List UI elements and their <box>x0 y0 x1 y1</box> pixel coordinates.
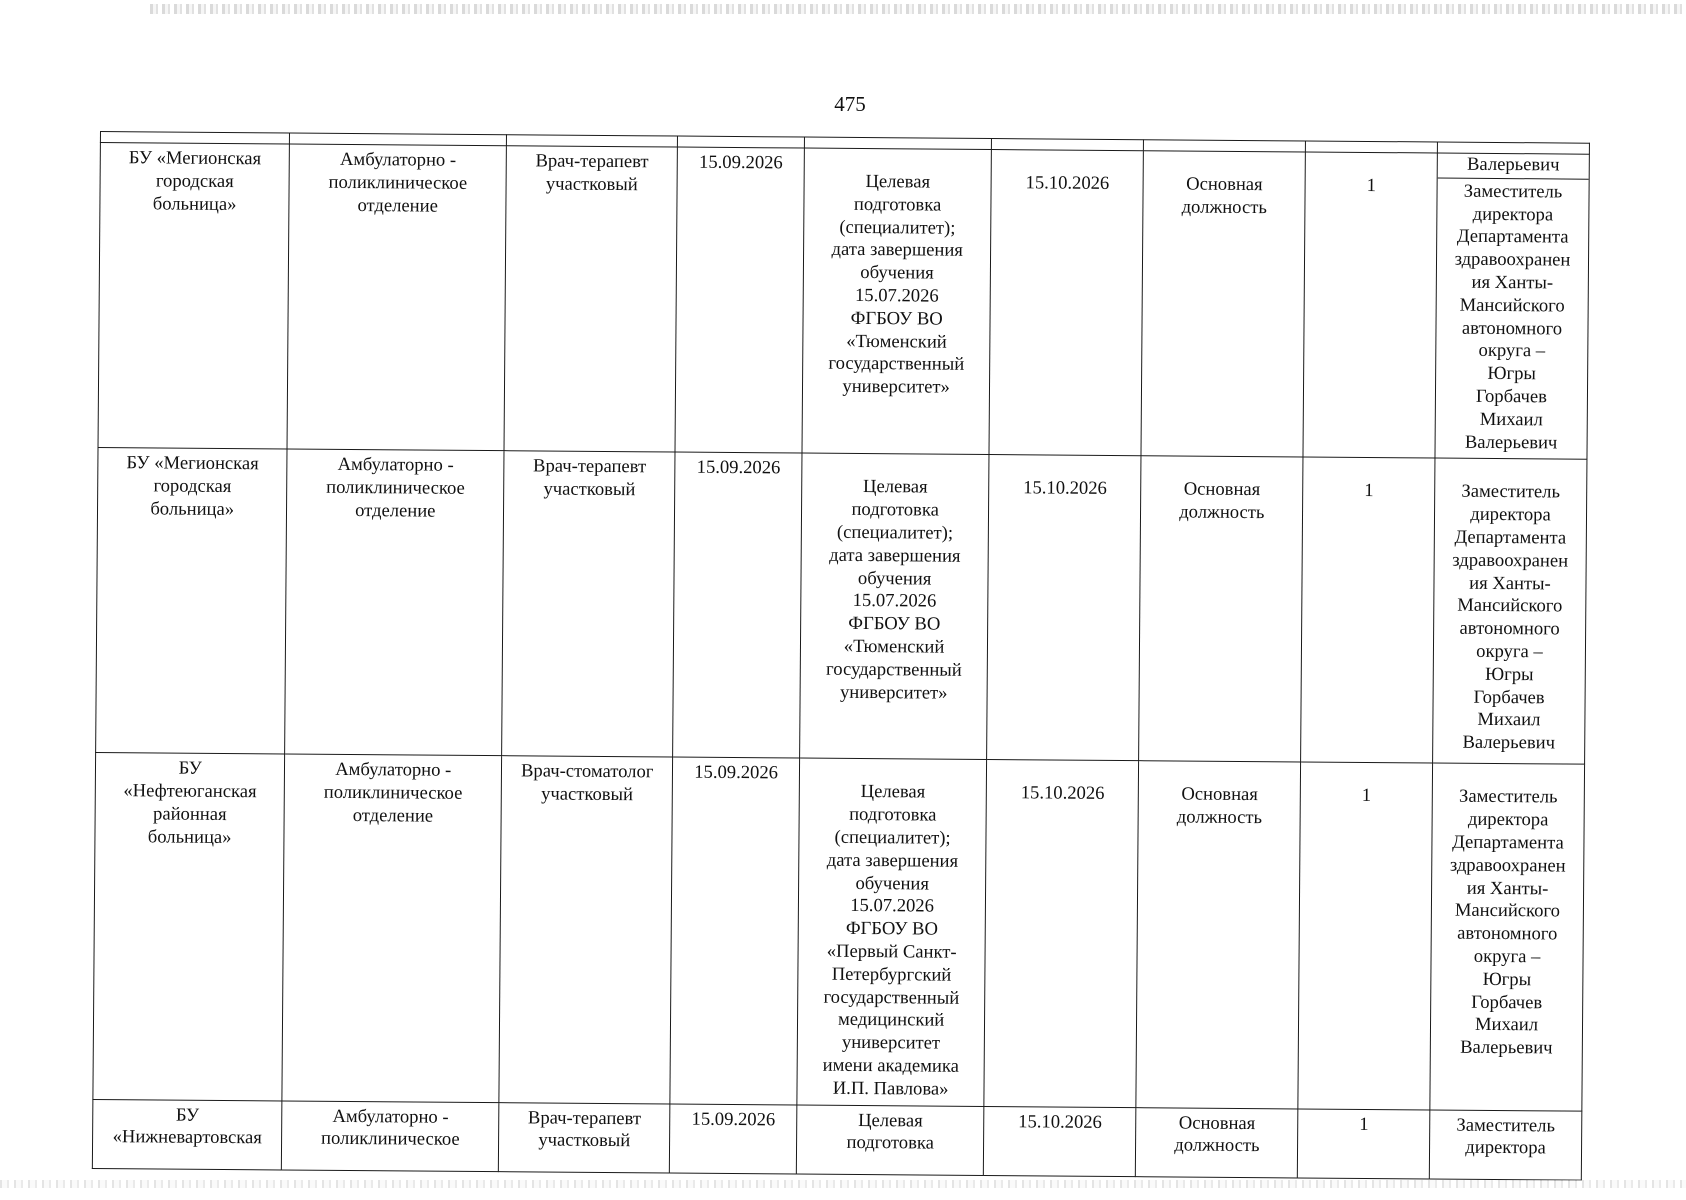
table-row <box>92 1099 1581 1180</box>
scan-edge-top <box>150 4 1686 14</box>
responsible-cell: Заместитель директора Департамента здравоохранен ия Ханты- Мансийского автономного округа – Югры Горбачев Михаил Валерьевич <box>1430 763 1585 1110</box>
training-cell: Целевая подготовка <box>796 1105 984 1175</box>
organization-cell: БУ «Мегионская городская больница» <box>96 448 288 754</box>
department-cell: Амбулаторно - поликлиническое отделение <box>287 144 506 451</box>
count-cell: 1 <box>1298 1108 1430 1178</box>
table-row <box>93 753 1585 1111</box>
job-type-cell: Основная должность <box>1136 761 1301 1108</box>
position-cell: Врач-терапевт участковый <box>499 1102 671 1172</box>
training-cell: Целевая подготовка (специалитет); дата завершения обучения 15.07.2026 ФГБОУ ВО «Первый Санкт- Петербургский государственный медицинский университет имени академика И.П. Павлова» <box>797 758 987 1106</box>
count-cell: 1 <box>1301 457 1435 763</box>
organization-cell: БУ «Нижневартовская <box>92 1099 282 1169</box>
table-row <box>96 448 1587 765</box>
responsible-text: Заместитель директора Департамента здравоохранен ия Ханты- Мансийского автономного округа – Югры Горбачев Михаил Валерьевич <box>1454 180 1571 454</box>
organization-cell: БУ «Мегионская городская больница» <box>98 143 290 450</box>
scan-edge-bottom <box>0 1180 1686 1188</box>
job-type-cell: Основная должность <box>1139 456 1303 762</box>
date-start-cell: 15.09.2026 <box>670 1104 797 1174</box>
date-end-cell: 15.10.2026 <box>989 150 1143 457</box>
vacancy-table <box>92 131 1590 1180</box>
page-number: 475 <box>834 92 866 116</box>
responsible-cell <box>1435 153 1589 460</box>
responsible-cell: Заместитель директора Департамента здравоохранен ия Ханты- Мансийского автономного округа – Югры Горбачев Михаил Валерьевич <box>1433 458 1587 764</box>
date-end-cell: 15.10.2026 <box>987 455 1141 761</box>
date-start-cell: 15.09.2026 <box>673 452 802 758</box>
count-cell: 1 <box>1298 762 1432 1109</box>
position-cell: Врач-стоматолог участковый <box>499 756 673 1103</box>
responsible-top-text: Валерьевич <box>1438 154 1589 180</box>
department-cell: Амбулаторно - поликлиническое отделение <box>285 449 504 756</box>
department-cell: Амбулаторно - поликлиническое <box>282 1100 499 1171</box>
date-start-cell: 15.09.2026 <box>675 147 804 453</box>
job-type-cell: Основная должность <box>1136 1107 1299 1177</box>
date-start-cell: 15.09.2026 <box>670 757 799 1104</box>
date-end-cell: 15.10.2026 <box>984 1106 1136 1176</box>
position-cell: Врач-терапевт участковый <box>504 146 678 453</box>
training-cell: Целевая подготовка (специалитет); дата завершения обучения 15.07.2026 ФГБОУ ВО «Тюменский государственный университет» <box>800 453 990 759</box>
table-row <box>98 143 1589 460</box>
responsible-cell: Заместитель директора <box>1429 1109 1582 1179</box>
job-type-cell: Основная должность <box>1141 151 1305 458</box>
training-cell: Целевая подготовка (специалитет); дата завершения обучения 15.07.2026 ФГБОУ ВО «Тюменский государственный университет» <box>802 148 992 455</box>
position-cell: Врач-терапевт участковый <box>502 451 676 757</box>
organization-cell: БУ «Нефтеюганская районная больница» <box>93 753 285 1101</box>
date-end-cell: 15.10.2026 <box>984 760 1139 1107</box>
count-cell: 1 <box>1303 152 1437 458</box>
department-cell: Амбулаторно - поликлиническое отделение <box>282 754 501 1102</box>
